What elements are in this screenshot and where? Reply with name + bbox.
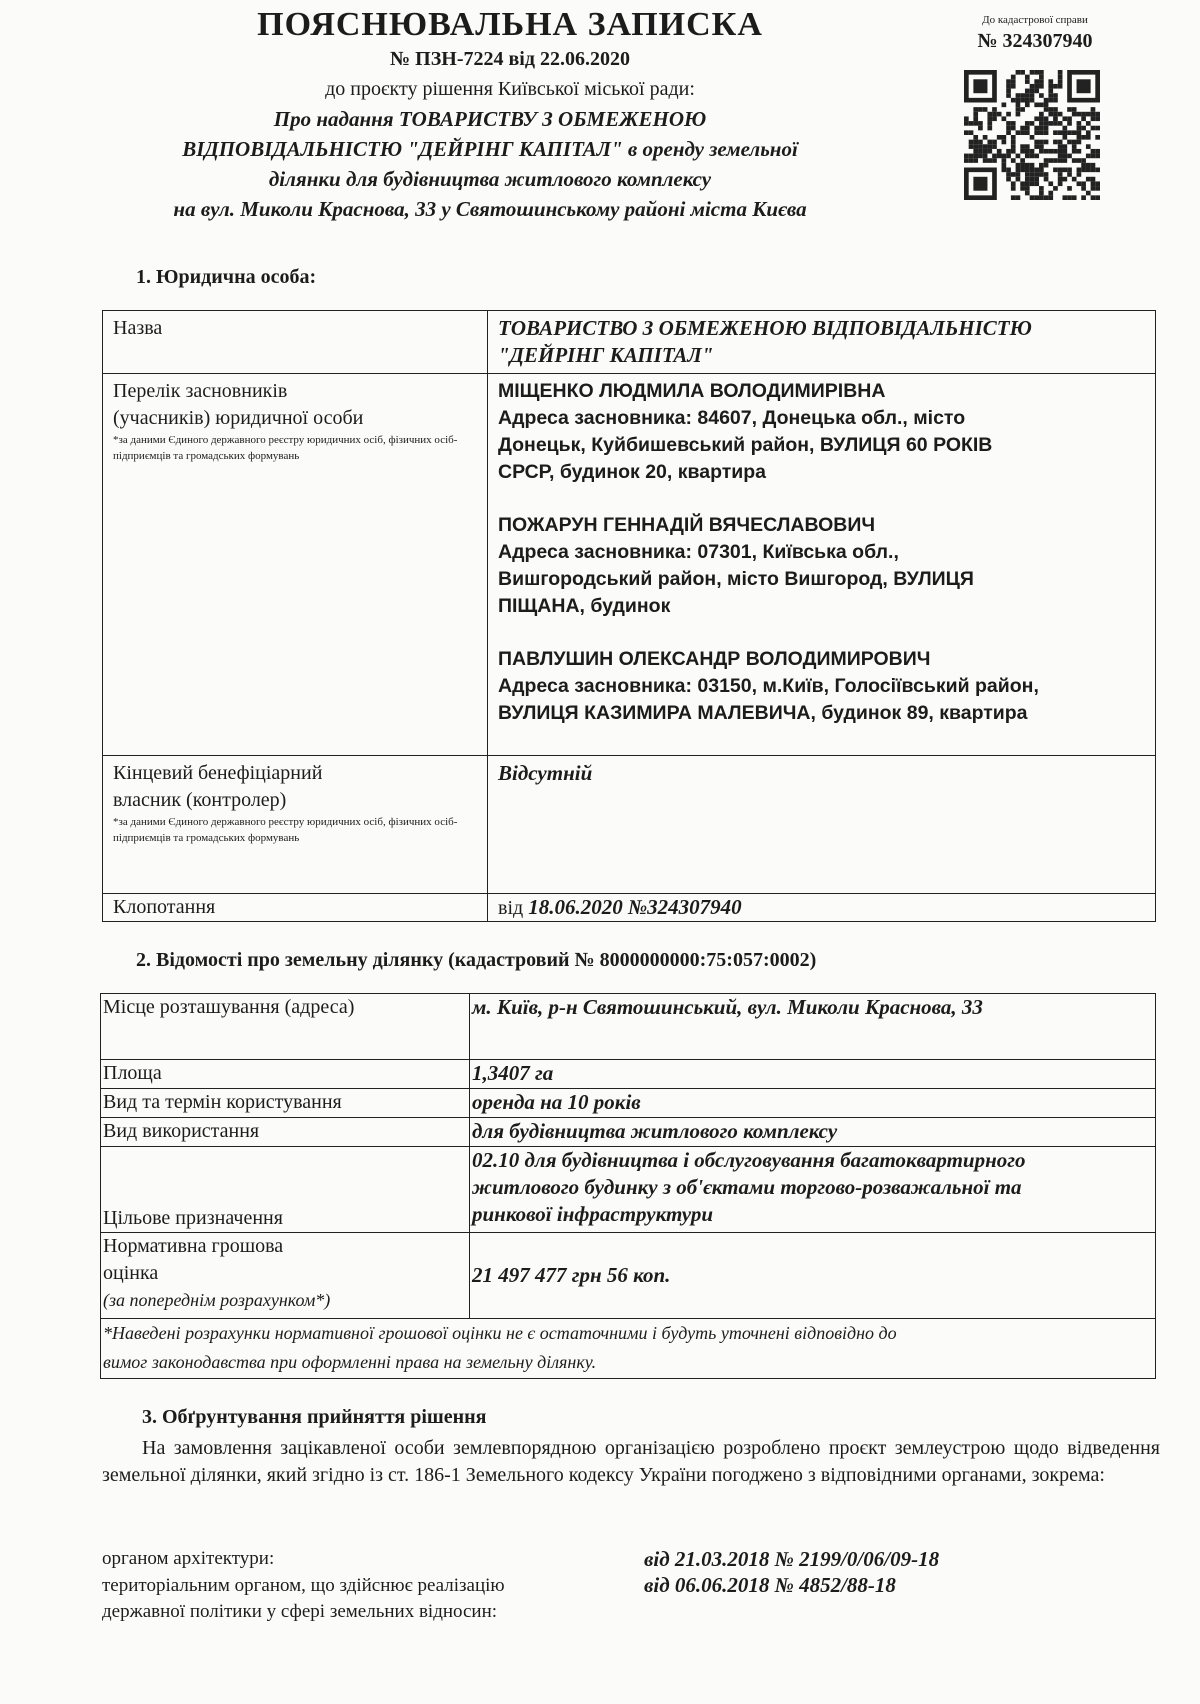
founder-address-line: Донецьк, Куйбишевський район, ВУЛИЦЯ 60 РОКІВ [498,434,993,456]
approval-territorial-value: від 06.06.2018 № 4852/88-18 [644,1573,896,1597]
table-row [101,994,1156,1060]
document-subtitle: до проєкту рішення Київської міської ради: [325,78,695,100]
founders-label [103,374,488,756]
founder-name: ПОЖАРУН ГЕННАДІЙ ВЯЧЕСЛАВОВИЧ [498,514,876,536]
name-value-line: ТОВАРИСТВО З ОБМЕЖЕНОЮ ВІДПОВІДАЛЬНІСТЮ [498,316,1032,340]
founders-label-line: Перелік засновників [113,380,288,402]
subject-line: на вул. Миколи Краснова, 33 у Святошинському районі міста Києва [173,197,807,221]
use-type-label: Вид використання [101,1118,470,1147]
land-plot-table [100,993,1156,1379]
founder-address-line: СРСР, будинок 20, квартира [498,461,767,483]
location-label: Місце розташування (адреса) [101,994,470,1060]
purpose-line: ринкової інфраструктури [472,1202,713,1226]
beneficiary-value: Відсутній [488,756,1156,894]
founder-name: МІЩЕНКО ЛЮДМИЛА ВОЛОДИМИРІВНА [498,380,886,402]
purpose-line: 02.10 для будівництва і обслуговування багатоквартирного [472,1148,1026,1172]
subject-line: ділянки для будівництва житлового комплексу [268,167,712,191]
paragraph-text: На замовлення зацікавленої особи землевпорядною організацією розроблено проєкт землеустрою щодо відведення земельної ділянки, який згідно із ст. 186-1 Земельного кодексу України погоджено з відповідними органами, зокрема: [102,1437,1160,1486]
subject-line: ВІДПОВІДАЛЬНІСТЮ "ДЕЙРІНГ КАПІТАЛ" в оренду земельної [182,137,798,161]
founder-address-line: ПІЩАНА, будинок [498,595,671,617]
table-row [101,1147,1156,1233]
cadastral-number: № 324307940 [977,30,1093,52]
registry-note: *за даними Єдиного державного реєстру юридичних осіб, фізичних осіб- підприємців та громадських формувань [113,434,458,462]
beneficiary-label [103,756,488,894]
use-term-value: оренда на 10 років [470,1089,1156,1118]
use-type-value: для будівництва житлового комплексу [470,1118,1156,1147]
justification-paragraph [102,1435,1160,1489]
founder-entry [498,378,1145,727]
table-row [101,1118,1156,1147]
table-row [101,1089,1156,1118]
name-value-line: "ДЕЙРІНГ КАПІТАЛ" [498,343,714,367]
table-row [101,1319,1156,1379]
footnote-line: *Наведені розрахунки нормативної грошової оцінки не є остаточними і будуть уточнені відповідно до [103,1323,897,1343]
cadastral-label: До кадастрової справи [982,14,1088,26]
valuation-note: (за попереднім розрахунком*) [103,1290,331,1310]
founder-name: ПАВЛУШИН ОЛЕКСАНДР ВОЛОДИМИРОВИЧ [498,648,931,670]
petition-label: Клопотання [103,894,488,922]
table-row [103,756,1156,894]
area-label: Площа [101,1060,470,1089]
founders-label-line: (учасників) юридичної особи [113,407,364,429]
document-title: ПОЯСНЮВАЛЬНА ЗАПИСКА [257,6,763,43]
location-value: м. Київ, р-н Святошинський, вул. Миколи Краснова, 33 [470,994,1156,1060]
table-row [101,1233,1156,1319]
section-2-heading: 2. Відомості про земельну ділянку (кадастровий № 8000000000:75:057:0002) [136,949,817,971]
document-subject [100,104,880,224]
purpose-value [470,1147,1156,1233]
founder-address-line: Вишгородський район, місто Вишгород, ВУЛИЦЯ [498,568,974,590]
name-label: Назва [103,311,488,374]
purpose-label: Цільове призначення [101,1147,470,1233]
name-value [488,311,1156,374]
founder-address-line: Адреса засновника: 03150, м.Київ, Голосіївський район, [498,675,1039,697]
founder-address-line: Адреса засновника: 84607, Донецька обл., місто [498,407,966,429]
section-3-heading: 3. Обґрунтування прийняття рішення [142,1406,487,1428]
use-term-label: Вид та термін користування [101,1089,470,1118]
founder-address-line: ВУЛИЦЯ КАЗИМИРА МАЛЕВИЧА, будинок 89, квартира [498,702,1028,724]
valuation-label-line: оцінка [103,1262,159,1284]
subject-line: Про надання ТОВАРИСТВУ З ОБМЕЖЕНОЮ [273,107,707,131]
beneficiary-label-line: Кінцевий бенефіціарний [113,762,323,784]
beneficiary-label-line: власник (контролер) [113,789,287,811]
area-value: 1,3407 га [470,1060,1156,1089]
footnote-line: вимог законодавства при оформленні права на земельну ділянку. [103,1352,597,1372]
legal-entity-table [102,310,1156,922]
approval-architecture-label: органом архітектури: [102,1548,275,1569]
qr-code-icon [964,70,1100,200]
table-row [101,1060,1156,1089]
founder-address-line: Адреса засновника: 07301, Київська обл., [498,541,899,563]
petition-value: від 18.06.2020 №324307940 [488,894,1156,922]
valuation-footnote [101,1319,1156,1379]
approval-architecture-value: від 21.03.2018 № 2199/0/06/09-18 [644,1547,940,1571]
valuation-value: 21 497 477 грн 56 коп. [470,1233,1156,1319]
valuation-label-line: Нормативна грошова [103,1235,284,1257]
founders-value [488,374,1156,756]
valuation-label [101,1233,470,1319]
approval-territorial-label: територіальним органом, що здійснює реалізацію державної політики у сфері земельних відносин: [102,1575,505,1622]
table-row [103,374,1156,756]
registry-note: *за даними Єдиного державного реєстру юридичних осіб, фізичних осіб- підприємців та громадських формувань [113,816,458,844]
section-1-heading: 1. Юридична особа: [136,266,317,288]
table-row [103,311,1156,374]
table-row [103,894,1156,922]
document-number: № ПЗН-7224 від 22.06.2020 [390,48,630,70]
purpose-line: житлового будинку з об'єктами торгово-розважальної та [472,1175,1022,1199]
